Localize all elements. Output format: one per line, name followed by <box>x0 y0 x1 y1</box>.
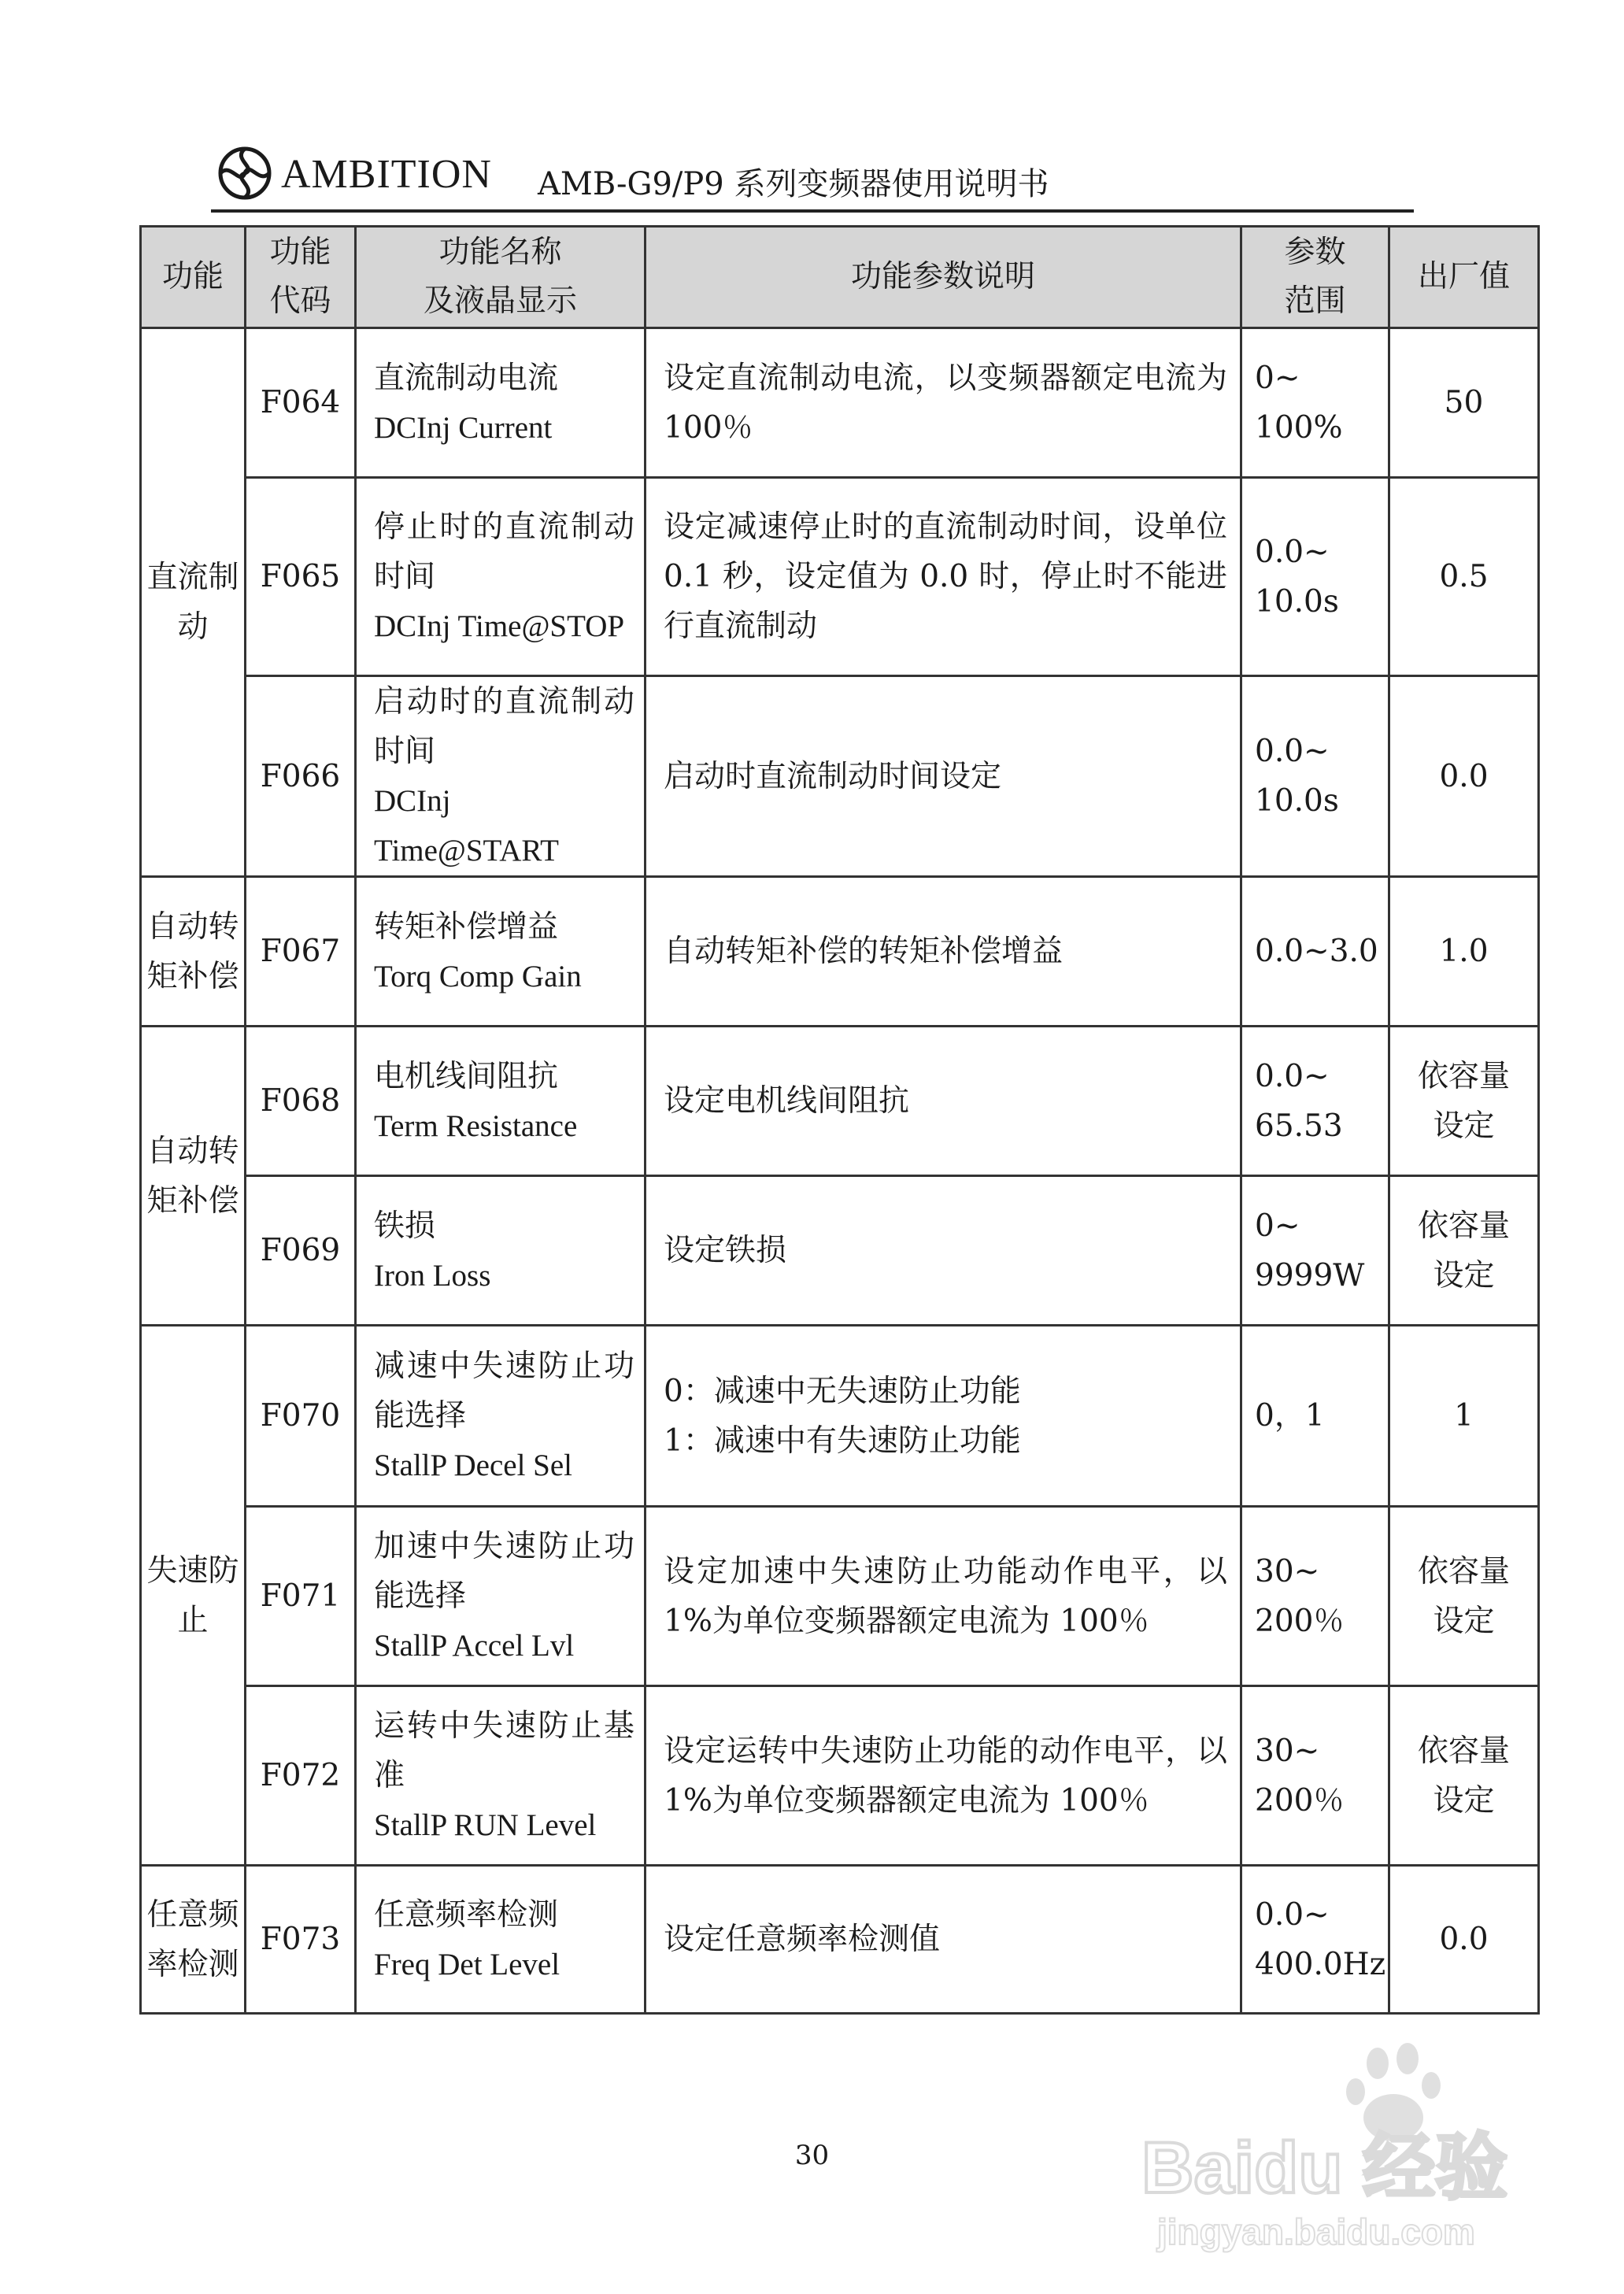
param-default: 1 <box>1389 1326 1539 1507</box>
section-label: 失速防止 <box>141 1326 246 1866</box>
col-range: 参数 范围 <box>1241 227 1389 328</box>
param-range: 0~ 9999W <box>1241 1176 1389 1326</box>
section-label: 直流制动 <box>141 328 246 877</box>
table-row <box>141 877 1539 1027</box>
param-description: 设定减速停止时的直流制动时间，设单位 0.1 秒，设定值为 0.0 时，停止时不能进行直流制动 <box>646 478 1241 676</box>
param-range: 0.0~ 10.0s <box>1241 478 1389 676</box>
param-default: 0.5 <box>1389 478 1539 676</box>
col-code: 功能 代码 <box>246 227 356 328</box>
param-default: 0.0 <box>1389 1866 1539 2014</box>
param-code: F068 <box>246 1027 356 1176</box>
param-description: 设定加速中失速防止功能动作电平，以 1%为单位变频器额定电流为 100％ <box>646 1507 1241 1686</box>
header-rule <box>211 209 1414 213</box>
param-code: F064 <box>246 328 356 478</box>
param-description: 设定铁损 <box>646 1176 1241 1326</box>
param-description: 设定运转中失速防止功能的动作电平，以 1%为单位变频器额定电流为 100％ <box>646 1686 1241 1866</box>
param-code: F071 <box>246 1507 356 1686</box>
table-row <box>141 676 1539 877</box>
param-range: 30~ 200％ <box>1241 1686 1389 1866</box>
param-code: F070 <box>246 1326 356 1507</box>
param-range: 0.0~ 400.0Hz <box>1241 1866 1389 2014</box>
param-name: 直流制动电流 DCInj Current <box>356 328 646 478</box>
param-code: F067 <box>246 877 356 1027</box>
table-row <box>141 1686 1539 1866</box>
col-description: 功能参数说明 <box>646 227 1241 328</box>
param-code: F069 <box>246 1176 356 1326</box>
table-row <box>141 328 1539 478</box>
param-name: 转矩补偿增益 Torq Comp Gain <box>356 877 646 1027</box>
watermark-brand: Baidu 经验 <box>1141 2128 1508 2208</box>
table-row <box>141 1507 1539 1686</box>
param-range: 0.0~ 10.0s <box>1241 676 1389 877</box>
param-default: 50 <box>1389 328 1539 478</box>
param-default: 依容量 设定 <box>1389 1507 1539 1686</box>
param-name: 启动时的直流制动时间 DCInj Time@START <box>356 676 646 877</box>
param-default: 1.0 <box>1389 877 1539 1027</box>
section-label: 自动转矩补偿 <box>141 1027 246 1326</box>
table-row <box>141 1176 1539 1326</box>
param-name: 加速中失速防止功能选择 StallP Accel Lvl <box>356 1507 646 1686</box>
param-description: 启动时直流制动时间设定 <box>646 676 1241 877</box>
param-code: F073 <box>246 1866 356 2014</box>
brand-name: AMBITION <box>281 152 492 197</box>
param-default: 依容量 设定 <box>1389 1027 1539 1176</box>
param-default: 依容量 设定 <box>1389 1686 1539 1866</box>
param-description: 0：减速中无失速防止功能 1：减速中有失速防止功能 <box>646 1326 1241 1507</box>
table-header-row <box>141 227 1539 328</box>
col-default: 出厂值 <box>1389 227 1539 328</box>
table-row <box>141 1866 1539 2014</box>
param-code: F072 <box>246 1686 356 1866</box>
page-header <box>216 140 1413 213</box>
param-range: 0，1 <box>1241 1326 1389 1507</box>
param-name: 减速中失速防止功能选择 StallP Decel Sel <box>356 1326 646 1507</box>
watermark-url: jingyan.baidu.com <box>1157 2211 1475 2252</box>
param-name: 电机线间阻抗 Term Resistance <box>356 1027 646 1176</box>
table-row <box>141 478 1539 676</box>
param-range: 0.0~3.0 <box>1241 877 1389 1027</box>
param-description: 自动转矩补偿的转矩补偿增益 <box>646 877 1241 1027</box>
param-range: 0~ 100% <box>1241 328 1389 478</box>
param-description: 设定任意频率检测值 <box>646 1866 1241 2014</box>
document-title: AMB-G9/P9 系列变频器使用说明书 <box>538 166 1049 202</box>
ambition-logo-icon <box>216 145 273 202</box>
param-description: 设定直流制动电流，以变频器额定电流为 100％ <box>646 328 1241 478</box>
param-range: 30~ 200％ <box>1241 1507 1389 1686</box>
param-name: 任意频率检测 Freq Det Level <box>356 1866 646 2014</box>
section-label: 任意频率检测 <box>141 1866 246 2014</box>
param-name: 停止时的直流制动时间 DCInj Time@STOP <box>356 478 646 676</box>
table-row <box>141 1326 1539 1507</box>
parameter-table <box>139 225 1540 2015</box>
param-code: F065 <box>246 478 356 676</box>
table-row <box>141 1027 1539 1176</box>
col-function: 功能 <box>141 227 246 328</box>
param-code: F066 <box>246 676 356 877</box>
page-number: 30 <box>794 2140 830 2171</box>
param-default: 0.0 <box>1389 676 1539 877</box>
param-default: 依容量 设定 <box>1389 1176 1539 1326</box>
col-name: 功能名称 及液晶显示 <box>356 227 646 328</box>
param-name: 运转中失速防止基准 StallP RUN Level <box>356 1686 646 1866</box>
param-range: 0.0~ 65.53 <box>1241 1027 1389 1176</box>
section-label: 自动转矩补偿 <box>141 877 246 1027</box>
param-name: 铁损 Iron Loss <box>356 1176 646 1326</box>
param-description: 设定电机线间阻抗 <box>646 1027 1241 1176</box>
